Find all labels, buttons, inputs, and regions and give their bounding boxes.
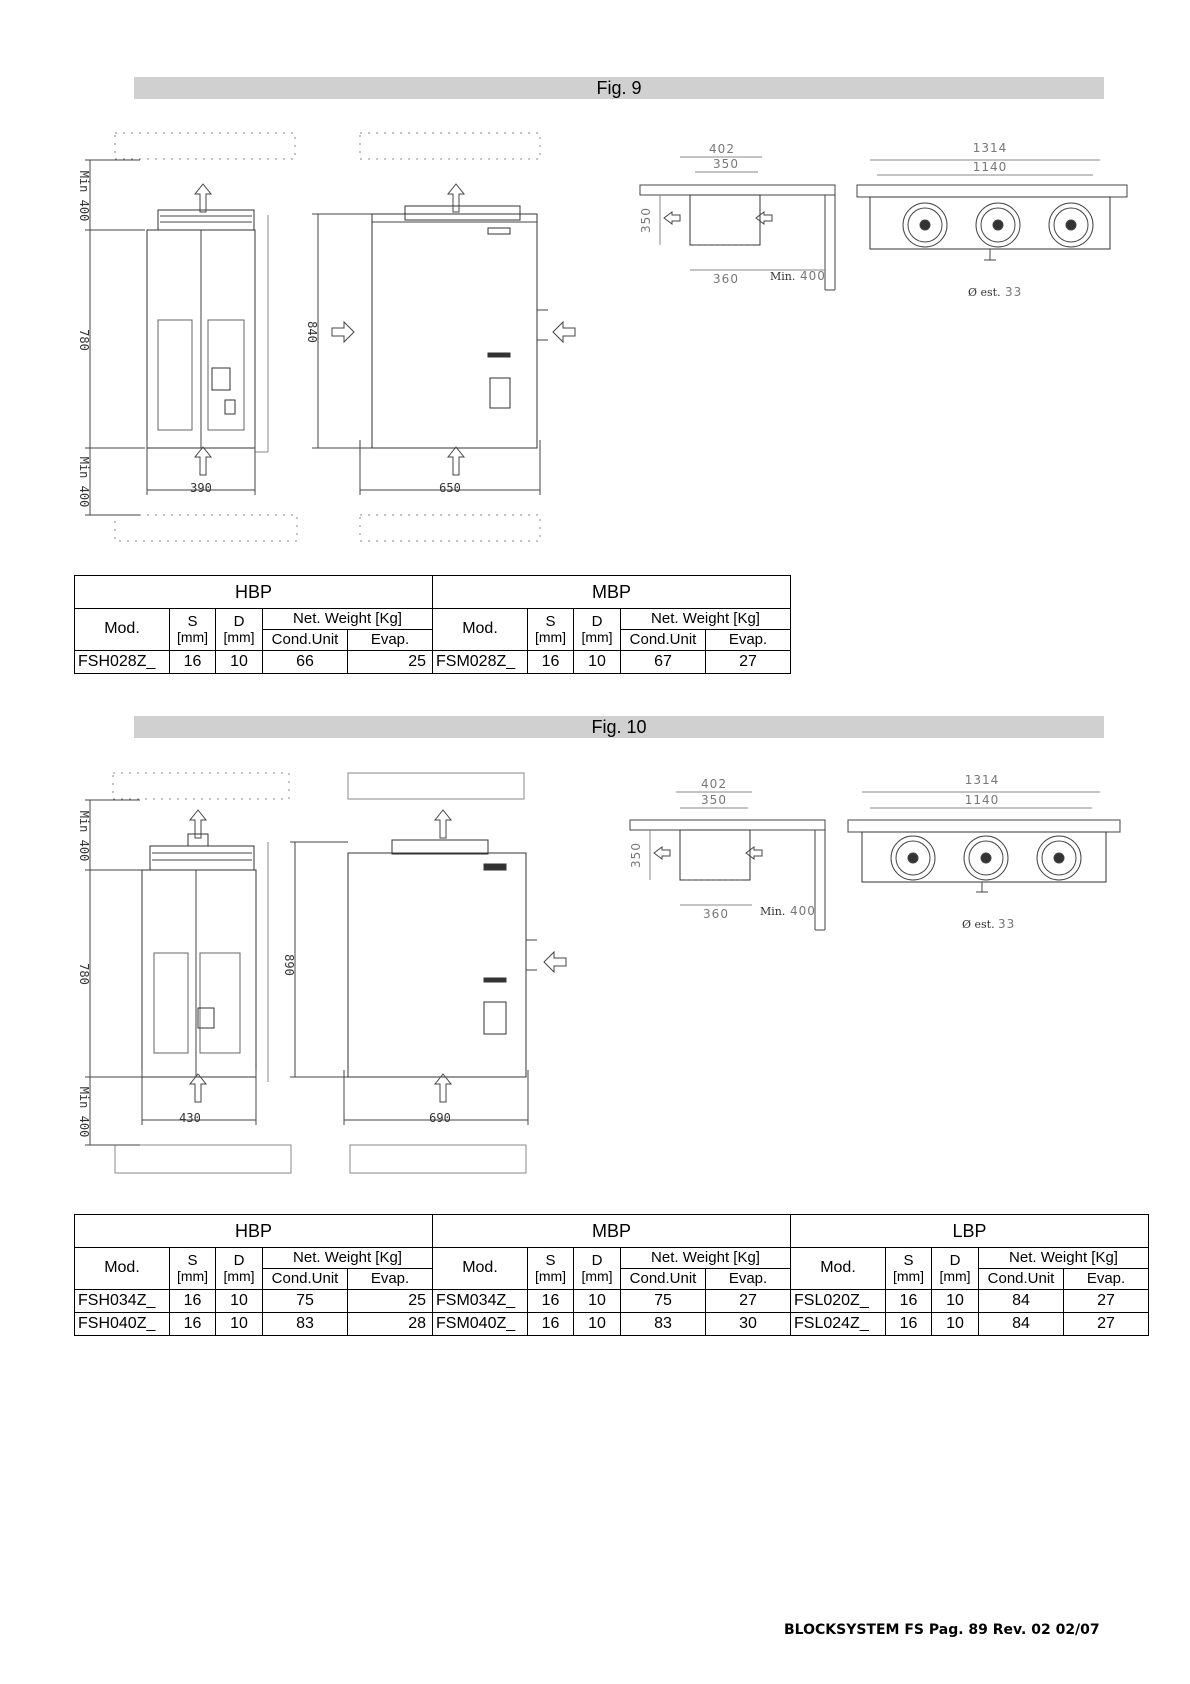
col-d: D [mm] — [216, 1248, 263, 1290]
fig10-evap-overall: 1314 — [964, 773, 1000, 787]
cell-cond: 75 — [263, 1290, 348, 1313]
col-cond: Cond.Unit — [263, 1269, 348, 1290]
fig9-top-min-label: Min. — [770, 270, 796, 283]
fig10-front-width-label: 430 — [179, 1111, 201, 1125]
cell-mod: FSM040Z_ — [433, 1313, 528, 1336]
fig9-front-width-label: 390 — [190, 481, 212, 495]
fig10-evap-inner: 1140 — [964, 793, 1000, 807]
col-s: S [mm] — [528, 1248, 574, 1290]
cell-s: 16 — [170, 1313, 216, 1336]
cell-s: 16 — [170, 1290, 216, 1313]
cell-cond: 67 — [621, 651, 706, 674]
figure-9-drawings — [0, 100, 1190, 560]
cell-s: 16 — [528, 1290, 574, 1313]
col-evap: Evap. — [348, 1269, 433, 1290]
cell-d: 10 — [574, 651, 621, 674]
cell-cond: 83 — [621, 1313, 706, 1336]
col-mod: Mod. — [433, 609, 528, 651]
fig9-height-label: 780 — [77, 329, 91, 351]
fig10-side-height-label: 890 — [282, 954, 296, 976]
table-row — [75, 1313, 1149, 1336]
cell-evap: 25 — [348, 1290, 433, 1313]
col-weight: Net. Weight [Kg] — [263, 609, 433, 630]
cell-s: 16 — [170, 651, 216, 674]
table-row — [75, 651, 791, 674]
cell-cond: 83 — [263, 1313, 348, 1336]
fig9-top-base: 360 — [713, 272, 739, 286]
cell-evap: 25 — [348, 651, 433, 674]
cell-s: 16 — [528, 651, 574, 674]
figure-10-drawings — [0, 740, 1190, 1180]
col-s: S [mm] — [528, 609, 574, 651]
fig9-side-width-label: 650 — [439, 481, 461, 495]
col-d: D [mm] — [216, 609, 263, 651]
figure-9-title: Fig. 9 — [596, 78, 642, 98]
fig10-top-depth: 350 — [629, 842, 643, 868]
fig10-min-bottom-label: Min 400 — [77, 1086, 91, 1138]
col-evap: Evap. — [706, 1269, 791, 1290]
fig9-evap-drain-value: 33 — [1005, 285, 1023, 299]
fig10-evap-drain-label: Ø est. — [962, 918, 995, 931]
group-header-mbp: MBP — [433, 576, 791, 609]
figure-10-svg — [0, 740, 1190, 1180]
cell-mod: FSL024Z_ — [791, 1313, 886, 1336]
fig9-top-depth: 350 — [639, 207, 653, 233]
col-mod: Mod. — [791, 1248, 886, 1290]
cell-s: 16 — [886, 1313, 932, 1336]
fig10-top-overall: 402 — [701, 777, 727, 791]
fig10-top-base: 360 — [703, 907, 729, 921]
cell-evap: 27 — [706, 1290, 791, 1313]
cell-evap: 27 — [1064, 1313, 1149, 1336]
col-mod: Mod. — [433, 1248, 528, 1290]
fig9-evap-inner: 1140 — [972, 160, 1008, 174]
cell-mod: FSM034Z_ — [433, 1290, 528, 1313]
col-weight: Net. Weight [Kg] — [621, 1248, 791, 1269]
group-header-hbp: HBP — [75, 576, 433, 609]
group-header-lbp: LBP — [791, 1215, 1149, 1248]
cell-mod: FSH040Z_ — [75, 1313, 170, 1336]
col-evap: Evap. — [706, 630, 791, 651]
cell-d: 10 — [932, 1313, 979, 1336]
cell-d: 10 — [216, 651, 263, 674]
col-evap: Evap. — [1064, 1269, 1149, 1290]
fig9-min-top-label: Min 400 — [77, 170, 91, 222]
fig9-top-overall: 402 — [709, 142, 735, 156]
col-d: D [mm] — [574, 1248, 621, 1290]
col-mod: Mod. — [75, 1248, 170, 1290]
cell-s: 16 — [528, 1313, 574, 1336]
table-row — [75, 1290, 1149, 1313]
cell-mod: FSM028Z_ — [433, 651, 528, 674]
cell-mod: FSH028Z_ — [75, 651, 170, 674]
col-s: S [mm] — [886, 1248, 932, 1290]
cell-evap: 27 — [706, 651, 791, 674]
col-weight: Net. Weight [Kg] — [979, 1248, 1149, 1269]
col-mod: Mod. — [75, 609, 170, 651]
cell-evap: 27 — [1064, 1290, 1149, 1313]
cell-d: 10 — [932, 1290, 979, 1313]
group-header-mbp: MBP — [433, 1215, 791, 1248]
cell-d: 10 — [574, 1313, 621, 1336]
group-header-hbp: HBP — [75, 1215, 433, 1248]
cell-evap: 28 — [348, 1313, 433, 1336]
cell-s: 16 — [886, 1290, 932, 1313]
col-s: S [mm] — [170, 1248, 216, 1290]
col-cond: Cond.Unit — [979, 1269, 1064, 1290]
fig9-evap-drain-label: Ø est. — [968, 286, 1001, 299]
cell-cond: 66 — [263, 651, 348, 674]
fig10-side-width-label: 690 — [429, 1111, 451, 1125]
cell-d: 10 — [216, 1313, 263, 1336]
fig9-min-bottom-label: Min 400 — [77, 456, 91, 508]
cell-d: 10 — [216, 1290, 263, 1313]
figure-10-banner — [134, 716, 1104, 738]
col-cond: Cond.Unit — [621, 630, 706, 651]
cell-d: 10 — [574, 1290, 621, 1313]
fig10-top-min-label: Min. — [760, 905, 786, 918]
spec-table-fig10 — [74, 1214, 1149, 1336]
figure-9-banner — [134, 77, 1104, 99]
cell-cond: 84 — [979, 1290, 1064, 1313]
col-evap: Evap. — [348, 630, 433, 651]
col-weight: Net. Weight [Kg] — [263, 1248, 433, 1269]
cell-evap: 30 — [706, 1313, 791, 1336]
fig10-evap-drain-value: 33 — [998, 917, 1016, 931]
figure-9-svg — [0, 100, 1190, 560]
spec-table-fig9 — [74, 575, 791, 674]
fig9-side-height-label: 840 — [305, 321, 319, 343]
page-footer: BLOCKSYSTEM FS Pag. 89 Rev. 02 02/07 — [784, 1622, 1100, 1638]
col-cond: Cond.Unit — [621, 1269, 706, 1290]
col-weight: Net. Weight [Kg] — [621, 609, 791, 630]
fig10-height-label: 780 — [77, 963, 91, 985]
col-d: D [mm] — [932, 1248, 979, 1290]
cell-cond: 84 — [979, 1313, 1064, 1336]
fig9-top-min-value: 400 — [800, 269, 826, 283]
col-cond: Cond.Unit — [263, 630, 348, 651]
col-s: S [mm] — [170, 609, 216, 651]
col-d: D [mm] — [574, 609, 621, 651]
cell-mod: FSH034Z_ — [75, 1290, 170, 1313]
fig10-top-min-value: 400 — [790, 904, 816, 918]
figure-10-title: Fig. 10 — [591, 717, 647, 737]
cell-cond: 75 — [621, 1290, 706, 1313]
fig9-evap-overall: 1314 — [972, 141, 1008, 155]
cell-mod: FSL020Z_ — [791, 1290, 886, 1313]
fig10-min-top-label: Min 400 — [77, 810, 91, 862]
fig9-top-inner: 350 — [713, 157, 739, 171]
fig10-top-inner: 350 — [701, 793, 727, 807]
